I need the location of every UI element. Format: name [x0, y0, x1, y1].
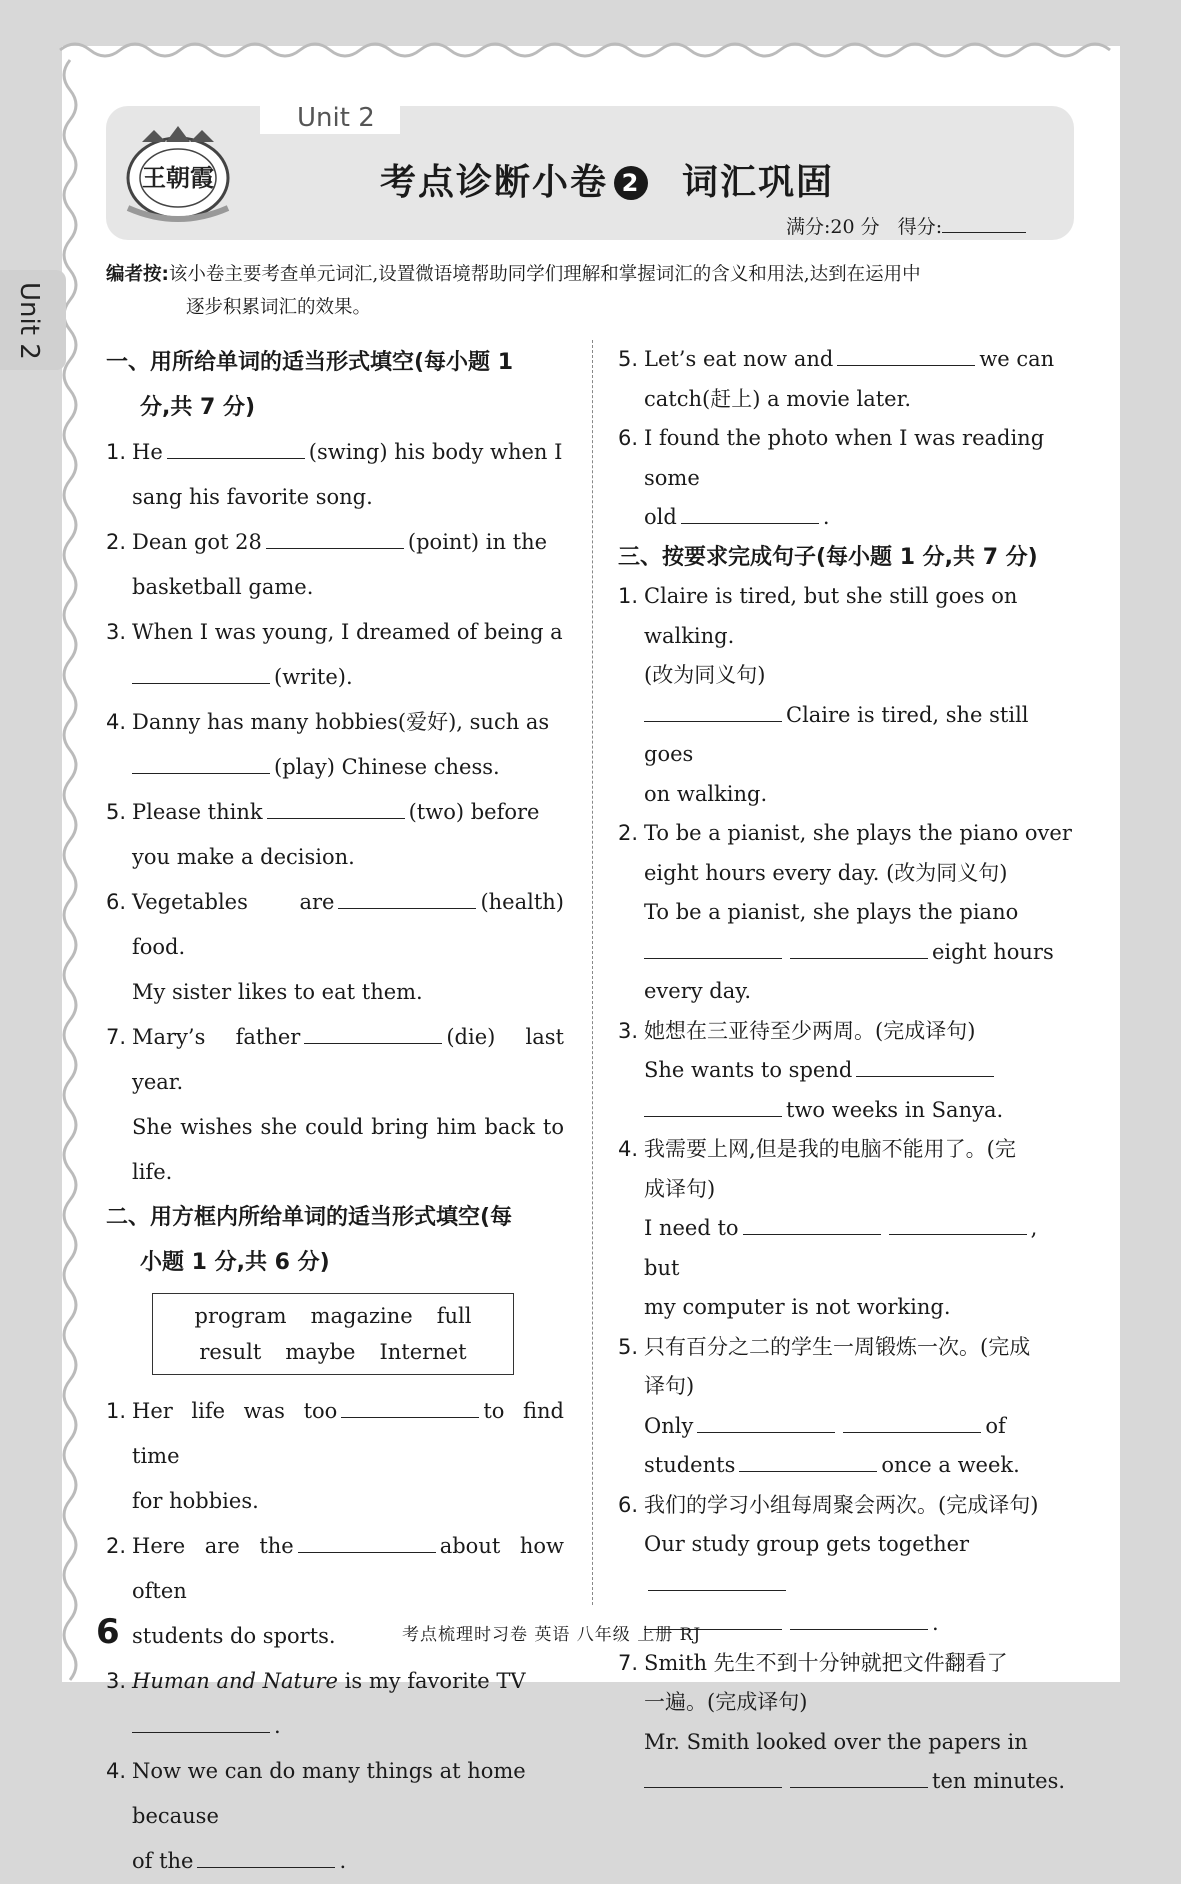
editor-note: 编者按:该小卷主要考查单元词汇,设置微语境帮助同学们理解和掌握词汇的含义和用法,达到在运用中 逐步积累词汇的效果。 — [106, 264, 921, 318]
exercise-item: 4. 我需要上网,但是我的电脑不能用了。(完 成译句) I need to , but my computer is not working. — [618, 1137, 1038, 1319]
answer-blank[interactable] — [644, 957, 782, 959]
exercise-item: 1. Her life was too to find time for hobbies. — [106, 1399, 565, 1513]
answer-blank[interactable] — [790, 957, 928, 959]
exercise-item: 3. Human and Nature is my favorite TV . — [106, 1669, 526, 1738]
exercise-item: 6. Vegetables are (health) food. My sister likes to eat them. — [106, 890, 564, 1004]
answer-blank[interactable] — [790, 1786, 928, 1788]
answer-blank[interactable] — [681, 522, 819, 524]
exercise-item: 5. Let’s eat now and we can catch(赶上) a movie later. — [618, 347, 1055, 411]
score-line: 满分:20 分 得分: — [786, 212, 1026, 239]
answer-blank[interactable] — [132, 682, 270, 684]
section1-title: 一、用所给单词的适当形式填空(每小题 1 分,共 7 分) — [106, 350, 514, 420]
answer-blank[interactable] — [132, 1731, 270, 1733]
left-column — [106, 340, 564, 1884]
page-title: 考点诊断小卷 2 词汇巩固 — [380, 162, 835, 203]
page-number: 6 — [96, 1612, 120, 1652]
exercise-item: 2. To be a pianist, she plays the piano over eight hours every day. (改为同义句) To be a pianist, she plays the piano eight hours every day. — [618, 821, 1072, 1003]
exercise-item: 6. I found the photo when I was reading some old . — [618, 426, 1045, 529]
exercise-item: 4. Danny has many hobbies(爱好), such as (play) Chinese chess. — [106, 710, 550, 779]
score-blank[interactable] — [942, 232, 1026, 233]
exercise-item: 4. Now we can do many things at home because of the . — [106, 1759, 526, 1873]
exercise-item: 1. He (swing) his body when I sang his favorite song. — [106, 440, 563, 509]
exercise-item: 5. 只有百分之二的学生一周锻炼一次。(完成 译句) Only of students once a week. — [618, 1334, 1031, 1477]
answer-blank[interactable] — [843, 1431, 981, 1433]
answer-blank[interactable] — [644, 1786, 782, 1788]
answer-blank[interactable] — [304, 1042, 442, 1044]
title-number-badge: 2 — [614, 166, 648, 200]
answer-blank[interactable] — [132, 772, 270, 774]
answer-blank[interactable] — [697, 1431, 835, 1433]
svg-text:王朝霞: 王朝霞 — [142, 163, 214, 192]
answer-blank[interactable] — [341, 1416, 479, 1418]
exercise-item: 7. Smith 先生不到十分钟就把文件翻看了 一遍。(完成译句) Mr. Smith looked over the papers in ten minutes. — [618, 1650, 1066, 1793]
answer-blank[interactable] — [267, 817, 405, 819]
answer-blank[interactable] — [889, 1233, 1027, 1235]
exercise-item: 1. Claire is tired, but she still goes on walking. (改为同义句) Claire is tired, she still goes on walking. — [618, 584, 1029, 806]
exercise-item: 3. 她想在三亚待至少两周。(完成译句) She wants to spend two weeks in Sanya. — [618, 1018, 1004, 1122]
exercise-item: 3. When I was young, I dreamed of being a (write). — [106, 620, 563, 689]
wavy-border-left — [40, 0, 80, 1730]
answer-blank[interactable] — [743, 1233, 881, 1235]
answer-blank[interactable] — [167, 457, 305, 459]
exercise-item: 5. Please think (two) before you make a decision. — [106, 800, 540, 869]
exercise-item: 7. Mary’s father (die) last year. She wishes she could bring him back to life. — [106, 1025, 564, 1184]
column-divider — [592, 340, 593, 1605]
section3-title: 三、按要求完成句子(每小题 1 分,共 7 分) — [618, 544, 1038, 570]
wavy-border-top — [0, 0, 1181, 60]
answer-blank[interactable] — [266, 547, 404, 549]
exercise-item: 2. Here are the about how often students do sports. — [106, 1534, 564, 1648]
word-box: program magazine full result maybe Internet — [152, 1293, 514, 1375]
right-column — [618, 340, 1074, 1802]
answer-blank[interactable] — [644, 1115, 782, 1117]
answer-blank[interactable] — [739, 1470, 877, 1472]
answer-blank[interactable] — [648, 1589, 786, 1591]
unit-label: Unit 2 — [297, 103, 375, 133]
answer-blank[interactable] — [856, 1075, 994, 1077]
answer-blank[interactable] — [837, 364, 975, 366]
answer-blank[interactable] — [338, 907, 476, 909]
answer-blank[interactable] — [790, 1628, 928, 1630]
answer-blank[interactable] — [298, 1551, 436, 1553]
section2-title: 二、用方框内所给单词的适当形式填空(每 小题 1 分,共 6 分) — [106, 1205, 513, 1275]
publisher-logo — [118, 112, 238, 224]
exercise-item: 2. Dean got 28 (point) in the basketball game. — [106, 530, 548, 599]
exercise-item: 6. 我们的学习小组每周聚会两次。(完成译句) Our study group gets together . — [618, 1492, 1039, 1635]
answer-blank[interactable] — [644, 720, 782, 722]
side-unit-label: Unit 2 — [14, 282, 44, 360]
answer-blank[interactable] — [197, 1866, 335, 1868]
footer-text: 考点梳理时习卷 英语 八年级 上册 RJ — [402, 1625, 702, 1645]
